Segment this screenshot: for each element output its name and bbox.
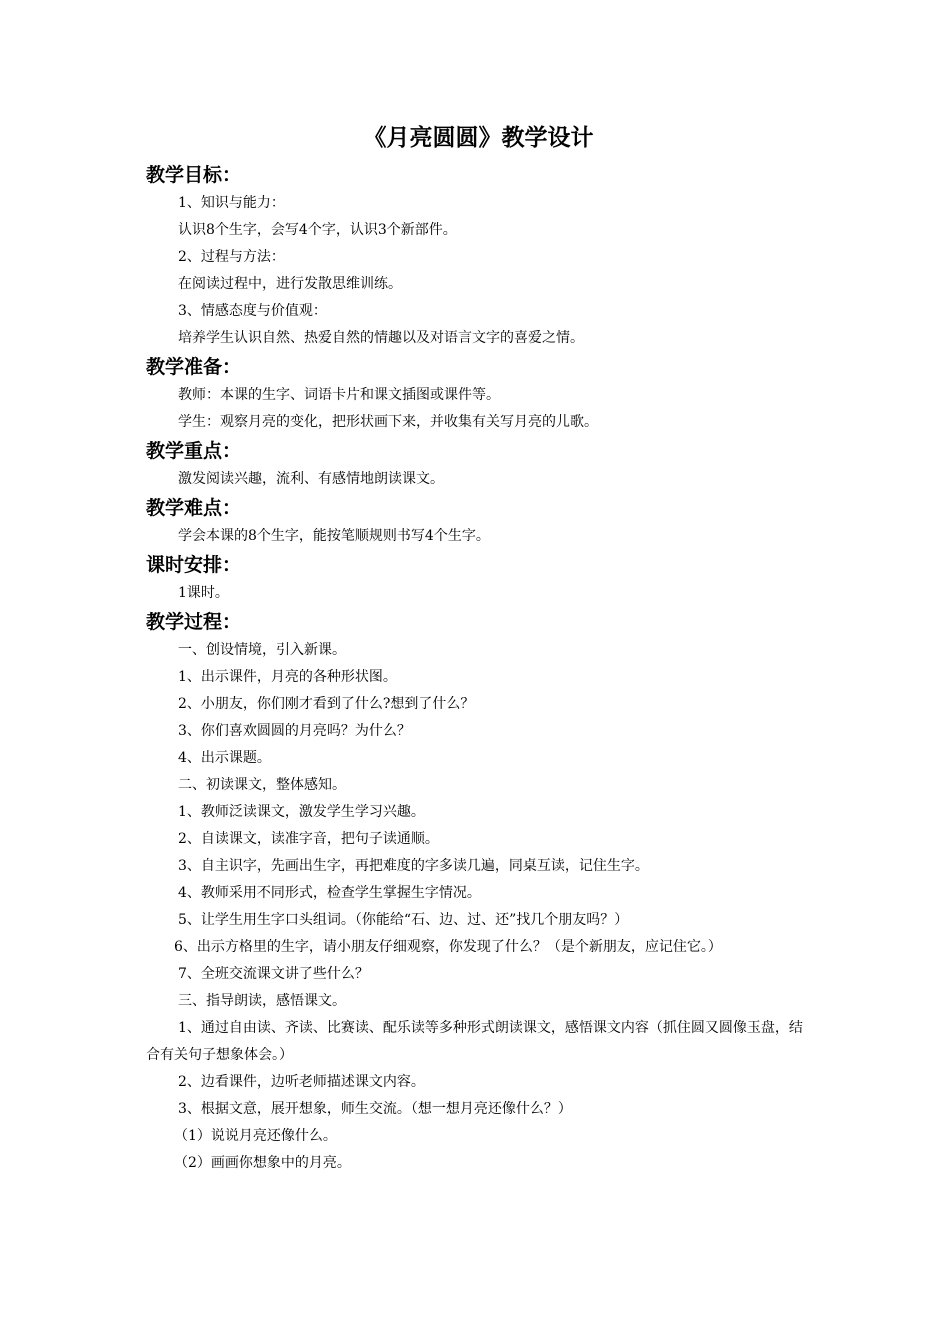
- heading-process: 教学过程：: [146, 611, 242, 633]
- heading-difficulties: 教学难点：: [146, 497, 242, 519]
- paragraph: 在阅读过程中，进行发散思维训练。: [178, 276, 402, 292]
- paragraph: 6、出示方格里的生字，请小朋友仔细观察，你发现了什么？（是个新朋友，应记住它。）: [174, 939, 722, 955]
- paragraph: 一、创设情境，引入新课。: [178, 642, 346, 658]
- paragraph: 3、你们喜欢圆圆的月亮吗？为什么？: [178, 723, 411, 739]
- paragraph: 培养学生认识自然、热爱自然的情趣以及对语言文字的喜爱之情。: [178, 330, 584, 346]
- paragraph: 学会本课的8个生字，能按笔顺规则书写4个生字。: [178, 528, 490, 544]
- paragraph: 1、知识与能力：: [178, 195, 285, 211]
- paragraph: 2、小朋友，你们刚才看到了什么?想到了什么？: [178, 696, 475, 712]
- document-page: [146, 122, 811, 1177]
- paragraph: 3、自主识字，先画出生字，再把难度的字多读几遍，同桌互读，记住生字。: [178, 858, 649, 874]
- paragraph: （1）说说月亮还像什么。: [174, 1128, 337, 1144]
- paragraph: 7、全班交流课文讲了些什么？: [178, 966, 369, 982]
- paragraph: 4、教师采用不同形式，检查学生掌握生字情况。: [178, 885, 481, 901]
- paragraph: 三、指导朗读，感悟课文。: [178, 993, 346, 1009]
- document-title: 《月亮圆圆》教学设计: [363, 125, 594, 151]
- paragraph: 5、让学生用生字口头组词。（你能给“石、边、过、还”找几个朋友吗？）: [178, 912, 629, 928]
- heading-goals: 教学目标：: [146, 164, 242, 186]
- paragraph: 1、出示课件，月亮的各种形状图。: [178, 669, 397, 685]
- paragraph: 激发阅读兴趣，流利、有感情地朗读课文。: [178, 471, 444, 487]
- paragraph: 学生：观察月亮的变化，把形状画下来，并收集有关写月亮的儿歌。: [178, 414, 598, 430]
- paragraph: 3、情感态度与价值观：: [178, 303, 327, 319]
- paragraph: 1课时。: [178, 585, 229, 601]
- paragraph: 教师：本课的生字、词语卡片和课文插图或课件等。: [178, 387, 500, 403]
- paragraph: 2、过程与方法：: [178, 249, 285, 265]
- paragraph: （2）画画你想象中的月亮。: [174, 1155, 351, 1171]
- paragraph: 2、自读课文，读准字音，把句子读通顺。: [178, 831, 439, 847]
- heading-prep: 教学准备：: [146, 356, 242, 378]
- paragraph: 认识8个生字，会写4个字，认识3个新部件。: [178, 222, 457, 238]
- heading-key-points: 教学重点：: [146, 440, 242, 462]
- paragraph: 1、教师泛读课文，激发学生学习兴趣。: [178, 804, 425, 820]
- paragraph: 2、边看课件，边听老师描述课文内容。: [178, 1074, 425, 1090]
- paragraph: 二、初读课文，整体感知。: [178, 777, 346, 793]
- heading-schedule: 课时安排：: [146, 554, 242, 576]
- paragraph: 1、通过自由读、齐读、比赛读、配乐读等多种形式朗读课文，感悟课文内容（抓住圆又圆像玉盘，结合有关句子想象体会。）: [146, 1020, 803, 1063]
- paragraph: 4、出示课题。: [178, 750, 271, 766]
- paragraph: 3、根据文意，展开想象，师生交流。（想一想月亮还像什么？）: [178, 1101, 572, 1117]
